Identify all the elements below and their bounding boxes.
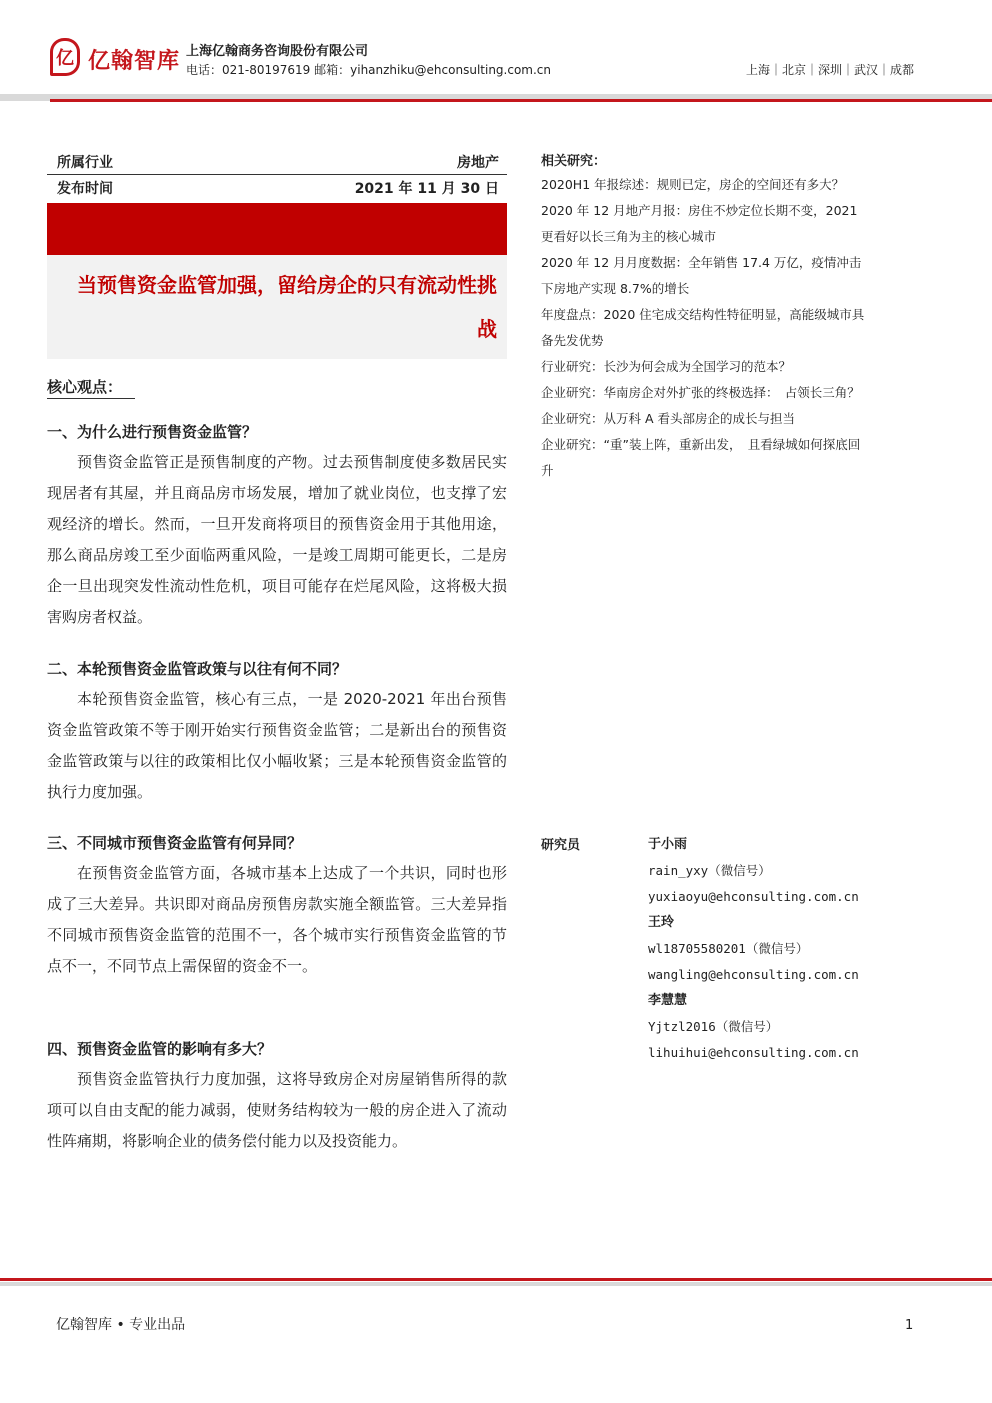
researcher-name: 于小雨 [648,837,688,852]
title-banner [47,203,507,255]
contact-info: 电话：021-80197619 邮箱：yihanzhiku@ehconsulting.com.cn [186,63,551,77]
researcher-email[interactable]: lihuihui@ehconsulting.com.cn [648,1045,859,1060]
related-item[interactable]: 行业研究：长沙为何会成为全国学习的范本？ [541,359,792,374]
related-heading: 相关研究： [541,154,607,169]
section-heading-2: 二、本轮预售资金监管政策与以往有何不同？ [47,660,348,678]
section-body-1: 预售资金监管正是预售制度的产物。过去预售制度使多数居民实现居者有其屋，并且商品房市场发展，增加了就业岗位，也支撑了宏观经济的增长。然而，一旦开发商将项目的预售资金用于其他用途，那么商品房竣工至少面临两重风险，一是竣工周期可能更长，二是房企一旦出现突发性流动性危机，项目可能存在烂尾风险，这将极大损害购房者权益。 [47,453,507,626]
footer-divider-red [0,1278,992,1281]
industry-row [47,148,507,175]
researcher-wechat: rain_yxy（微信号） [648,863,771,878]
date-value: 2021 年 11 月 30 日 [354,181,499,197]
section-heading-1: 一、为什么进行预售资金监管？ [47,423,258,441]
logo-icon [50,38,80,76]
related-list [541,172,871,484]
researcher-wechat: Yjtzl2016（微信号） [648,1019,779,1034]
researcher-email[interactable]: wangling@ehconsulting.com.cn [648,967,859,982]
related-item[interactable]: 企业研究：“重”装上阵，重新出发， 且看绿城如何探底回升 [541,437,861,478]
related-item[interactable]: 2020H1 年报综述：规则已定，房企的空间还有多大？ [541,177,845,192]
section-body-4: 预售资金监管执行力度加强，这将导致房企对房屋销售所得的款项可以自由支配的能力减弱，使财务结构较为一般的房企进入了流动性阵痛期，将影响企业的债务偿付能力以及投资能力。 [47,1070,507,1150]
related-item[interactable]: 年度盘点：2020 住宅成交结构性特征明显，高能级城市具备先发优势 [541,307,865,348]
section-heading-3: 三、不同城市预售资金监管有何异同？ [47,834,303,852]
footer-brand: 亿翰智库 • 专业出品 [56,1317,186,1333]
footer-divider-grey [0,1282,992,1286]
related-item[interactable]: 企业研究：从万科 A 看头部房企的成长与担当 [541,411,795,426]
page-number: 1 [905,1318,914,1333]
related-item[interactable]: 企业研究：华南房企对外扩张的终极选择： 占领长三角？ [541,385,860,400]
company-name: 上海亿翰商务咨询股份有限公司 [186,44,369,59]
logo-text: 亿翰智库 [88,49,181,74]
date-row [47,174,507,200]
researcher-list [648,832,888,1066]
researcher-wechat: wl18705580201（微信号） [648,941,809,956]
related-item[interactable]: 2020 年 12 月月度数据：全年销售 17.4 万亿，疫情冲击下房地产实现 8.7%的增长 [541,255,862,296]
related-item[interactable]: 2020 年 12 月地产月报：房住不炒定位长期不变，2021 更看好以长三角为主的核心城市 [541,203,858,244]
section-body-3: 在预售资金监管方面，各城市基本上达成了一个共识，同时也形成了三大差异。共识即对商品房预售房款实施全额监管。三大差异指不同城市预售资金监管的范围不一，各个城市实行预售资金监管的节点不一，不同节点上需保留的资金不一。 [47,864,507,975]
logo-mark-glyph: 亿 [56,48,74,69]
office-cities: 上海｜北京｜深圳｜武汉｜成都 [745,63,914,77]
researcher-name: 李慧慧 [648,993,688,1008]
report-title: 当预售资金监管加强，留给房企的只有流动性挑战 [47,255,507,359]
header-divider-red [50,99,992,102]
industry-label: 所属行业 [57,155,113,171]
industry-value: 房地产 [457,155,499,171]
core-heading: 核心观点： [47,378,123,396]
date-label: 发布时间 [57,181,113,197]
researcher-email[interactable]: yuxiaoyu@ehconsulting.com.cn [648,889,859,904]
section-body-2: 本轮预售资金监管，核心有三点，一是 2020-2021 年出台预售资金监管政策不等于刚开始实行预售资金监管；二是新出台的预售资金监管政策与以往的政策相比仅小幅收紧；三是本轮预售资金监管的执行力度加强。 [47,690,507,801]
researcher-name: 王玲 [648,915,675,930]
core-heading-underline [47,398,135,399]
section-heading-4: 四、预售资金监管的影响有多大？ [47,1040,273,1058]
researcher-label: 研究员 [541,838,581,853]
